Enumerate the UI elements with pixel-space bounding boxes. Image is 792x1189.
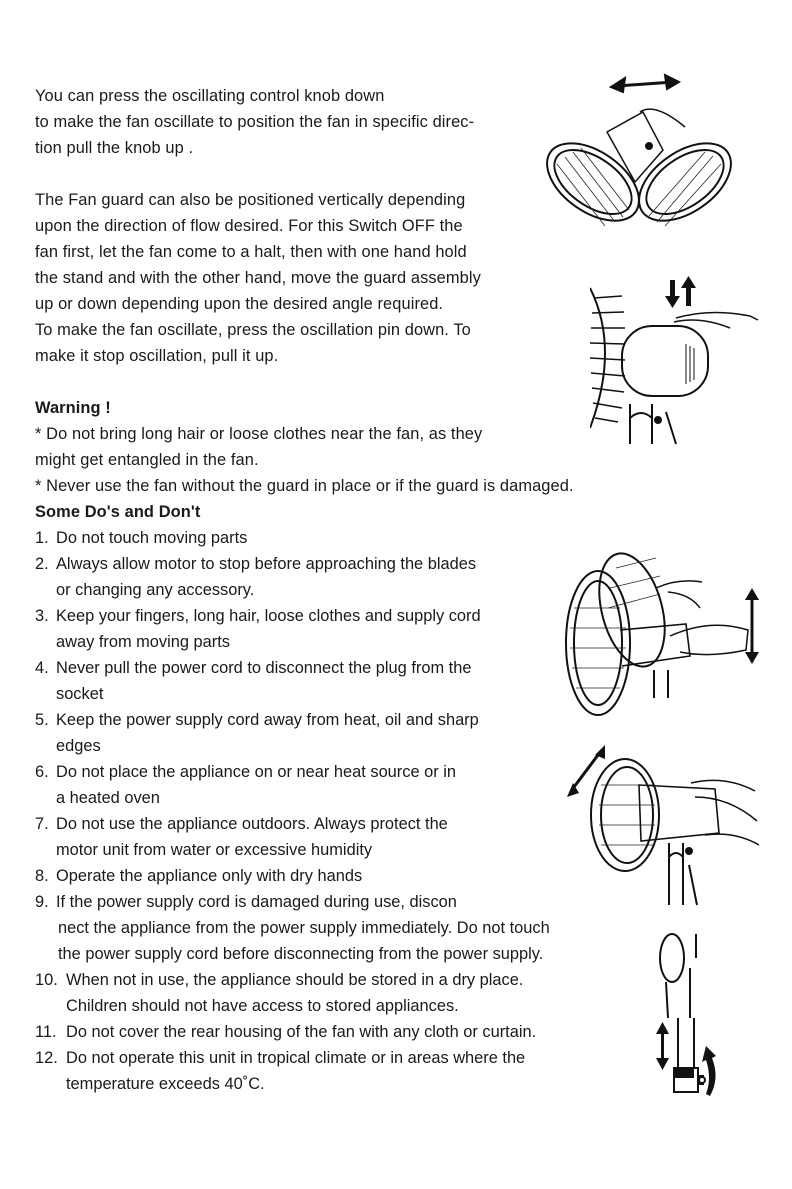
list-item: If the power supply cord is damaged during use, discon: [56, 893, 457, 911]
guard-line-2: upon the direction of flow desired. For this Switch OFF the: [35, 217, 463, 235]
list-item: Do not touch moving parts: [56, 529, 248, 547]
guard-line-3: fan first, let the fan come to a halt, then with one hand hold: [35, 243, 467, 261]
list-item: Do not place the appliance on or near heat source or in: [56, 763, 457, 781]
list-item-cont: edges: [56, 737, 101, 755]
fan-tilt-knob-icon: [590, 268, 765, 446]
guard-line-6: To make the fan oscillate, press the oscillation pin down. To: [35, 321, 471, 339]
intro-line-2: to make the fan oscillate to position the fan in specific direc-: [35, 113, 475, 131]
list-item-cont: or changing any accessory.: [56, 581, 255, 599]
list-item: Do not cover the rear housing of the fan with any cloth or curtain.: [66, 1023, 537, 1041]
intro-line-1: You can press the oscillating control knob down: [35, 87, 385, 105]
item-number: 7.: [35, 815, 49, 833]
list-item-cont: socket: [56, 685, 104, 703]
item-number: 4.: [35, 659, 49, 677]
fan-oscillation-icon: [545, 72, 735, 252]
list-item: Operate the appliance only with dry hands: [56, 867, 363, 885]
item-number: 8.: [35, 867, 49, 885]
item-number: 1.: [35, 529, 49, 547]
list-item-cont: temperature exceeds 40˚C.: [66, 1075, 265, 1093]
item-number: 11.: [35, 1023, 57, 1041]
guard-line-5: up or down depending upon the desired angle required.: [35, 295, 444, 313]
list-item-cont: motor unit from water or excessive humidity: [56, 841, 373, 859]
intro-line-3: tion pull the knob up .: [35, 139, 194, 157]
list-item-cont: Children should not have access to stored appliances.: [66, 997, 459, 1015]
item-number: 10.: [35, 971, 58, 989]
list-item-cont: the power supply cord before disconnecting from the power supply.: [58, 945, 544, 963]
list-item: Do not operate this unit in tropical climate or in areas where the: [66, 1049, 526, 1067]
list-item: Keep your fingers, long hair, loose clothes and supply cord: [56, 607, 481, 625]
item-number: 3.: [35, 607, 49, 625]
warning-title: Warning !: [35, 399, 111, 417]
warning-line-1: * Do not bring long hair or loose clothes near the fan, as they: [35, 425, 483, 443]
guard-line-7: make it stop oscillation, pull it up.: [35, 347, 279, 365]
list-item: Never pull the power cord to disconnect the plug from the: [56, 659, 472, 677]
fan-tilt-diagonal-icon: [565, 745, 770, 910]
list-item-cont: away from moving parts: [56, 633, 230, 651]
item-number: 12.: [35, 1049, 58, 1067]
list-item: Keep the power supply cord away from heat, oil and sharp: [56, 711, 479, 729]
warning-line-2: might get entangled in the fan.: [35, 451, 259, 469]
guard-line-1: The Fan guard can also be positioned vertically depending: [35, 191, 466, 209]
list-item: Always allow motor to stop before approaching the blades: [56, 555, 477, 573]
list-item: Do not use the appliance outdoors. Always protect the: [56, 815, 448, 833]
list-item: When not in use, the appliance should be stored in a dry place.: [66, 971, 524, 989]
list-item-cont: a heated oven: [56, 789, 160, 807]
item-number: 9.: [35, 893, 49, 911]
item-number: 6.: [35, 763, 49, 781]
fan-tilt-hands-icon: [560, 548, 770, 723]
guard-line-4: the stand and with the other hand, move the guard assembly: [35, 269, 481, 287]
dos-title: Some Do's and Don't: [35, 503, 201, 521]
oscillation-pin-icon: [650, 928, 725, 1100]
list-item-cont: nect the appliance from the power supply immediately. Do not touch: [58, 919, 550, 937]
item-number: 2.: [35, 555, 49, 573]
warning-line-3: * Never use the fan without the guard in place or if the guard is damaged.: [35, 477, 574, 495]
item-number: 5.: [35, 711, 49, 729]
